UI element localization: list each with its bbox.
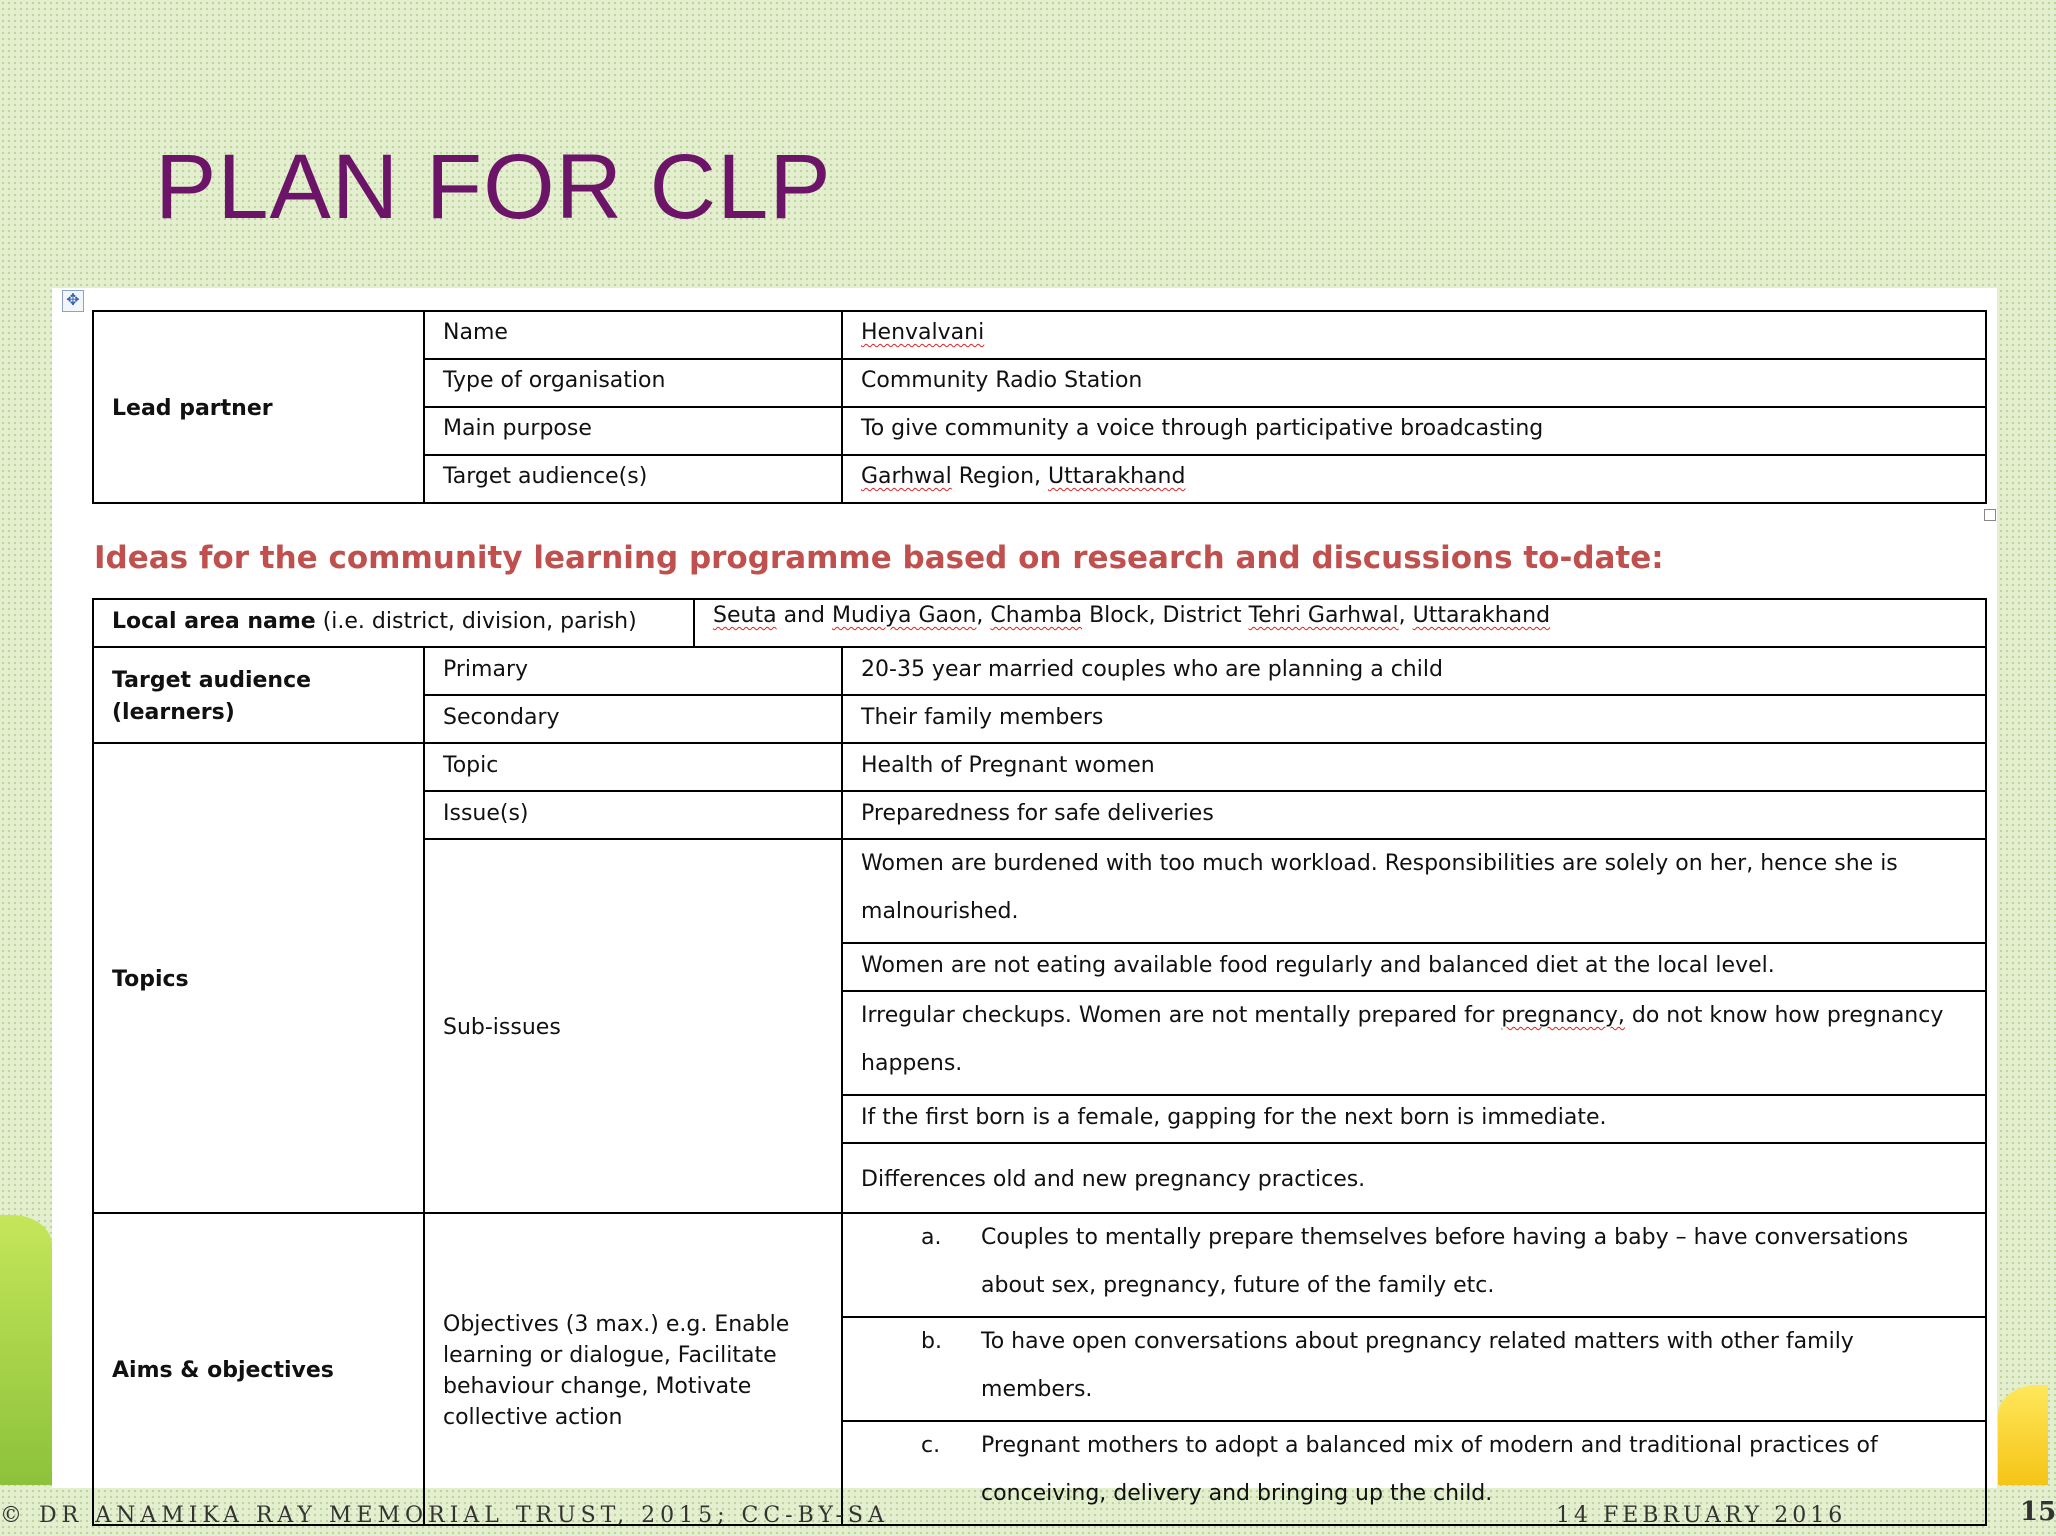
table-row: [93, 1213, 1986, 1317]
table-resize-handle[interactable]: [1984, 509, 1996, 521]
ideas-heading: Ideas for the community learning programme based on research and discussions to-date:: [94, 540, 1664, 576]
issue-value: Preparedness for safe deliveries: [842, 791, 1986, 839]
objective-item: a. Couples to mentally prepare themselves before having a baby – have conversations about sex, pregnancy, future of the family etc.: [842, 1213, 1986, 1317]
local-area-value: Seuta and Mudiya Gaon, Chamba Block, District Tehri Garhwal, Uttarakhand: [694, 599, 1986, 647]
page-number: 15: [2020, 1497, 2056, 1527]
aims-label: Aims & objectives: [93, 1213, 424, 1525]
secondary-value: Their family members: [842, 695, 1986, 743]
lead-partner-table: [92, 310, 1987, 504]
primary-value: 20-35 year married couples who are planning a child: [842, 647, 1986, 695]
table-row: [93, 311, 1986, 359]
field-value: Community Radio Station: [842, 359, 1986, 407]
primary-label: Primary: [424, 647, 842, 695]
sub-issue-item: Irregular checkups. Women are not mentally prepared for pregnancy, do not know how pregnancy happens.: [842, 991, 1986, 1095]
plan-table: [92, 598, 1987, 1526]
target-audience-label: Target audience (learners): [93, 647, 424, 743]
table-move-handle-icon[interactable]: ✥: [62, 290, 84, 312]
sub-issue-item: Women are not eating available food regularly and balanced diet at the local level.: [842, 943, 1986, 991]
right-accent-shape: [1998, 1385, 2048, 1485]
local-area-label: Local area name (i.e. district, division, parish): [93, 599, 694, 647]
sub-issue-item: Differences old and new pregnancy practices.: [842, 1143, 1986, 1213]
field-label: Target audience(s): [424, 455, 842, 503]
field-label: Main purpose: [424, 407, 842, 455]
left-accent-shape: [0, 1215, 52, 1485]
field-value: To give community a voice through participative broadcasting: [842, 407, 1986, 455]
table-row: [93, 599, 1986, 647]
objective-item: c. Pregnant mothers to adopt a balanced mix of modern and traditional practices of conceiving, delivery and bringing up the child.: [842, 1421, 1986, 1525]
secondary-label: Secondary: [424, 695, 842, 743]
field-value: Henvalvani: [842, 311, 1986, 359]
sub-issue-item: If the first born is a female, gapping for the next born is immediate.: [842, 1095, 1986, 1143]
topics-label: Topics: [93, 743, 424, 1213]
field-label: Name: [424, 311, 842, 359]
field-value: Garhwal Region, Uttarakhand: [842, 455, 1986, 503]
objective-item: b. To have open conversations about pregnancy related matters with other family members.: [842, 1317, 1986, 1421]
issue-label: Issue(s): [424, 791, 842, 839]
field-label: Type of organisation: [424, 359, 842, 407]
sub-issue-item: Women are burdened with too much workload. Responsibilities are solely on her, hence she is malnourished.: [842, 839, 1986, 943]
objectives-label: Objectives (3 max.) e.g. Enable learning or dialogue, Facilitate behaviour change, Motivate collective action: [424, 1213, 842, 1525]
topic-label: Topic: [424, 743, 842, 791]
table-row: [93, 743, 1986, 791]
lead-partner-label: Lead partner: [93, 311, 424, 503]
slide-title: PLAN FOR CLP: [155, 136, 832, 238]
topic-value: Health of Pregnant women: [842, 743, 1986, 791]
footer-copyright: © DR ANAMIKA RAY MEMORIAL TRUST, 2015; CC-BY-SA: [0, 1503, 889, 1528]
footer-date: 14 FEBRUARY 2016: [1556, 1503, 1847, 1528]
embedded-document: [52, 288, 1997, 1506]
table-row: [93, 647, 1986, 695]
sub-issues-label: Sub-issues: [424, 839, 842, 1213]
